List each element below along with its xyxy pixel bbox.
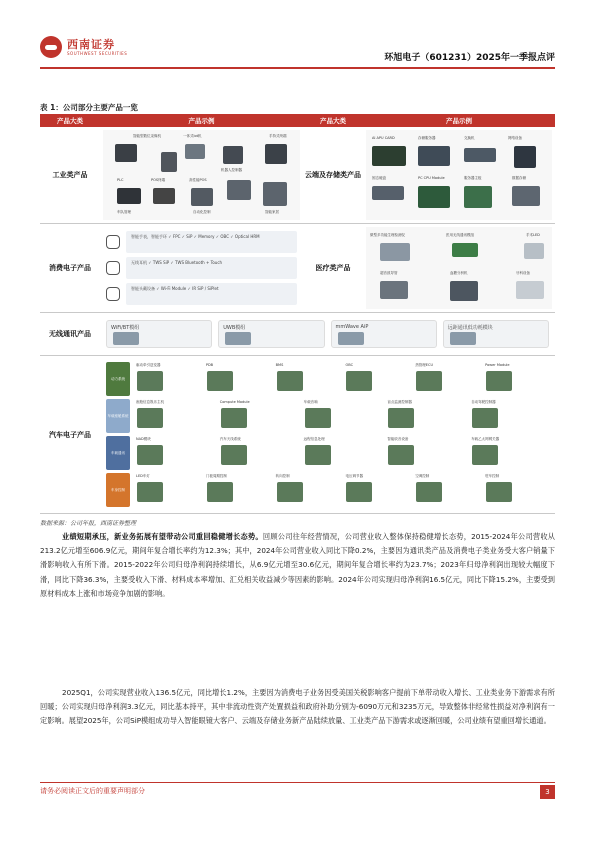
table-title: 表 1：公司部分主要产品一览 — [40, 103, 138, 112]
product-table — [40, 114, 555, 514]
product-label: PDB — [205, 363, 214, 367]
logo-text: 西南证券 — [67, 38, 115, 51]
wireless-module — [106, 320, 212, 348]
header-divider — [40, 67, 555, 69]
product-label: 空调控制 — [415, 474, 430, 478]
product-label: 盲点监测控制器 — [387, 400, 412, 404]
paragraph-1-lead: 业绩短期承压，新业务拓展有望带动公司重回稳健增长态势。 — [62, 532, 263, 541]
industrial-images — [100, 127, 303, 224]
product-label: PLC — [117, 178, 124, 182]
product-label: 手术LED — [526, 233, 540, 237]
table-row — [40, 224, 555, 313]
page-number: 3 — [540, 785, 555, 799]
product-label: BMS — [275, 363, 284, 367]
header-examples-1: 产品示例 — [100, 114, 303, 127]
product-label: 牙科设备 — [516, 271, 530, 275]
product-label: 智能家居 — [265, 210, 279, 214]
medical-images — [363, 224, 555, 313]
wireless-module — [218, 320, 324, 348]
wireless-module — [443, 320, 549, 348]
module-label: UWB模组 — [223, 325, 246, 331]
product-label: 门板周期控制 — [205, 474, 227, 478]
product-label: 自动化控制 — [193, 210, 211, 214]
page-header — [40, 34, 555, 66]
company-logo — [40, 34, 150, 60]
module-label: WiFi/BT模组 — [111, 325, 140, 331]
product-label: 一体式lot机 — [183, 134, 202, 138]
auto-row-tag: 车载通讯 — [106, 436, 130, 470]
wireless-module — [331, 320, 437, 348]
product-label: 高性能POS — [189, 178, 207, 182]
earbuds-icon — [106, 261, 120, 275]
auto-row — [106, 399, 549, 433]
list-item — [106, 230, 297, 254]
product-label: 固态硬盘 — [372, 176, 386, 180]
product-label: PC CPU Module — [418, 176, 445, 180]
product-label: 智能型数位录像机 — [133, 134, 161, 138]
header-category-2: 产品大类 — [303, 114, 363, 127]
document-title: 环旭电子（601231）2025年一季报点评 — [384, 53, 555, 63]
product-label: 网络设备 — [508, 136, 522, 140]
consumer-images — [100, 224, 303, 313]
paragraph-1 — [40, 530, 555, 601]
product-label: Compute Module — [219, 400, 250, 404]
product-label: 血糖分析机 — [450, 271, 468, 275]
product-label: 智能收音设备 — [387, 437, 409, 441]
module-label: 远距通讯低功耗模块 — [447, 325, 493, 331]
product-label: 车载音响 — [303, 400, 318, 404]
source-note: 数据来源：公司年报，西南证券整理 — [40, 520, 137, 527]
product-label: 转向控制 — [275, 474, 290, 478]
header-examples-2: 产品示例 — [363, 114, 555, 127]
cloud-images — [363, 127, 555, 224]
product-label: 存储服务器 — [418, 136, 436, 140]
footer-disclaimer: 请务必阅读正文后的重要声明部分 — [40, 787, 145, 795]
table-header-row — [40, 114, 555, 127]
product-label: 远程信息处理 — [303, 437, 325, 441]
headset-icon — [106, 287, 120, 301]
list-item — [106, 256, 297, 280]
product-label: 驻车控制 — [485, 474, 500, 478]
product-label: 自动驾驶控制器 — [471, 400, 496, 404]
product-label: 服务器主板 — [464, 176, 482, 180]
consumer-item-text: 智能头戴设备 ✓ Wi-Fi Module ✓ IR SiP / SiPlet — [126, 283, 297, 305]
product-label: 交换机 — [464, 136, 475, 140]
category-industrial: 工业类产品 — [40, 127, 100, 224]
consumer-item-text: 无线耳机 ✓ TWS SiP ✓ TWS Bluetooth + Touch — [126, 257, 297, 279]
product-label: AI APU CARD — [372, 136, 395, 140]
product-label: 汽车天线系统 — [219, 437, 241, 441]
auto-row — [106, 436, 549, 470]
consumer-item-text: 智能手表，智能手环 ✓ FPC ✓ SiP ✓ Memory ✓ OBC ✓ Optical HRM — [126, 231, 297, 253]
product-label: POS终端 — [151, 178, 166, 182]
product-label: 热管理ECU — [415, 363, 434, 367]
category-cloud: 云端及存储类产品 — [303, 127, 363, 224]
product-label: 车载乙太网网关器 — [471, 437, 500, 441]
category-consumer: 消费电子产品 — [40, 224, 100, 313]
table-row — [40, 356, 555, 514]
auto-row — [106, 473, 549, 507]
product-label: LED车灯 — [136, 474, 150, 478]
product-label: 手持式终端 — [269, 134, 287, 138]
wireless-images — [100, 313, 555, 356]
paragraph-1-body: 回顾公司往年经营情况，公司营业收入整体保持稳健增长态势，2015-2024年公司营收从213.2亿元增至606.9亿元，期间年复合增长率约为12.3%；其中，2024年公司营业收入同比下降0.2%，主要因为通讯类产品及消费电子类业务受大客户销量下滑影响收入有所下滑。2015-2022年公司归母净利润持续增长，从6.9亿元增至30.6亿元，期间年复合增长率约为23.7%；2023年归母净利润出现较大幅度下滑，同比下降36.3%，主要受收入下滑、材料成本率增加、汇兑相关收益减少等因素的影响。2024年公司实现归母净利润16.5亿元，同比下降15.2%，主要受到原材料成本上涨和市场竞争加剧的影响。 — [40, 532, 555, 598]
paragraph-2: 2025Q1，公司实现营业收入136.5亿元，同比增长1.2%，主要因为消费电子业务因受美国关税影响客户提前下单带动收入增长、工业类业务下游需求有所回暖；公司实现归母净利润3.3亿元，同比基本持平，其中非流动性资产处置损益和政府补助分别为-6090万元和3235万元，导致整体非经常性损益对净利润有一定影响。展望2025年，公司SiP模组成功导入智能眼镜大客户、云端及存储业务新产品陆续放量、工业类产品下游需求或逐渐回暖，公司业绩有望重回增长通道。 — [40, 688, 555, 726]
module-label: mmWave AiP — [335, 324, 369, 330]
auto-row-tag: 动力系统 — [106, 362, 130, 396]
product-label: 车队管理 — [117, 210, 131, 214]
smartwatch-icon — [106, 235, 120, 249]
product-label: OBC — [345, 363, 354, 367]
table-row — [40, 313, 555, 356]
product-label: NAD模块 — [136, 437, 151, 441]
product-label: 医用无线通讯模组 — [446, 233, 474, 237]
category-medical: 医疗类产品 — [303, 224, 363, 313]
auto-row — [106, 362, 549, 396]
product-label: 驱动牵引逆变器 — [136, 363, 161, 367]
auto-row-tag: 车载座舱系统 — [106, 399, 130, 433]
table-row — [40, 127, 555, 224]
category-auto: 汽车电子产品 — [40, 356, 100, 514]
product-label: 机器人控制器 — [221, 168, 242, 172]
product-label: 座舱信息娱乐主机 — [136, 400, 164, 404]
category-wireless: 无线通讯产品 — [40, 313, 100, 356]
footer-divider — [40, 782, 555, 783]
product-label: 数据存储 — [512, 176, 526, 180]
product-label: 微型多功能生理检测仪 — [370, 233, 405, 237]
list-item — [106, 282, 297, 306]
product-label: 超音波导管 — [380, 271, 398, 275]
auto-row-tag: 车身控制 — [106, 473, 130, 507]
header-category-1: 产品大类 — [40, 114, 100, 127]
product-label: 电压调节器 — [345, 474, 363, 478]
logo-subtext: SOUTHWEST SECURITIES — [67, 51, 128, 56]
product-label: Power Module — [485, 363, 510, 367]
auto-images — [100, 356, 555, 514]
logo-mark-icon — [40, 36, 62, 58]
